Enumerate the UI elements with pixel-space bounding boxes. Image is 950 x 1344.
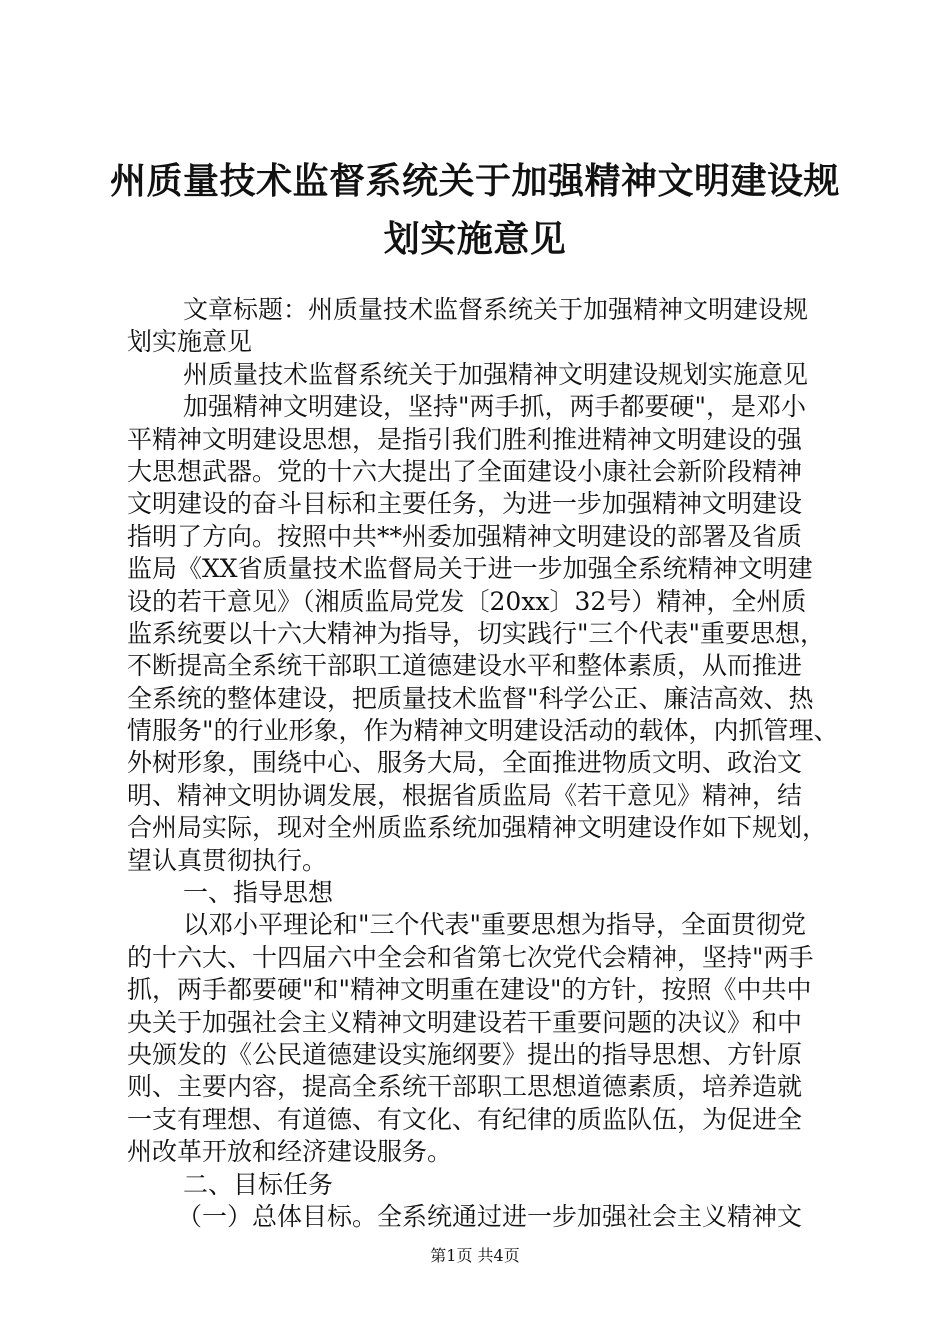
body-line: 外树形象，围绕中心、服务大局，全面推进物质文明、政治文	[127, 748, 803, 778]
body-line: 央关于加强社会主义精神文明建设若干重要问题的决议》和中	[127, 1007, 803, 1037]
body-line: （一）总体目标。全系统通过进一步加强社会主义精神文	[177, 1201, 803, 1231]
section-heading: 一、指导思想	[183, 878, 334, 908]
document-body	[127, 294, 839, 1233]
body-line: 监系统要以十六大精神为指导，切实践行"三个代表"重要思想，	[127, 618, 826, 648]
body-line: 指明了方向。按照中共**州委加强精神文明建设的部署及省质	[127, 521, 803, 551]
body-line: 望认真贯彻执行。	[127, 845, 328, 875]
body-line: 合州局实际，现对全州质监系统加强精神文明建设作如下规划，	[127, 813, 828, 843]
body-line: 情服务"的行业形象，作为精神文明建设活动的载体，内抓管理、	[127, 716, 839, 746]
body-line: 文章标题：州质量技术监督系统关于加强精神文明建设规	[183, 295, 809, 324]
body-line: 一支有理想、有道德、有文化、有纪律的质监队伍，为促进全	[127, 1104, 803, 1134]
section-heading: 二、目标任务	[183, 1169, 334, 1199]
body-line: 文明建设的奋斗目标和主要任务，为进一步加强精神文明建设	[127, 489, 803, 519]
body-line: 平精神文明建设思想，是指引我们胜利推进精神文明建设的强	[127, 424, 803, 454]
body-line: 划实施意见	[127, 327, 253, 357]
body-line: 则、主要内容，提高全系统干部职工思想道德素质，培养造就	[127, 1072, 803, 1102]
page-footer	[0, 1246, 950, 1266]
body-line: 不断提高全系统干部职工道德建设水平和整体素质，从而推进	[127, 651, 803, 681]
body-line: 大思想武器。党的十六大提出了全面建设小康社会新阶段精神	[127, 456, 803, 486]
body-line: 明、精神文明协调发展，根据省质监局《若干意见》精神，结	[127, 780, 803, 810]
body-line: 监局《XX省质量技术监督局关于进一步加强全系统精神文明建	[127, 554, 813, 584]
body-line: 加强精神文明建设，坚持"两手抓，两手都要硬"，是邓小	[183, 392, 807, 422]
document-title-line-2: 划实施意见	[383, 219, 567, 260]
body-line: 央颁发的《公民道德建设实施纲要》提出的指导思想、方针原	[127, 1039, 803, 1069]
body-line: 设的若干意见》（湘质监局党发〔20xx〕32号）精神，全州质	[127, 586, 807, 616]
body-line: 抓，两手都要硬"和"精神文明重在建设"的方针，按照《中共中	[127, 975, 812, 1005]
body-line: 的十六大、十四届六中全会和省第七次党代会精神，坚持"两手	[127, 942, 814, 972]
body-line: 全系统的整体建设，把质量技术监督"科学公正、廉洁高效、热	[127, 683, 814, 713]
body-line: 以邓小平理论和"三个代表"重要思想为指导，全面贯彻党	[183, 910, 807, 940]
body-line: 州质量技术监督系统关于加强精神文明建设规划实施意见	[183, 359, 809, 389]
document-title-line-1: 州质量技术监督系统关于加强精神文明建设规	[110, 161, 841, 202]
body-line: 州改革开放和经济建设服务。	[127, 1137, 453, 1167]
page-number-label: 第1页 共4页	[430, 1246, 520, 1265]
